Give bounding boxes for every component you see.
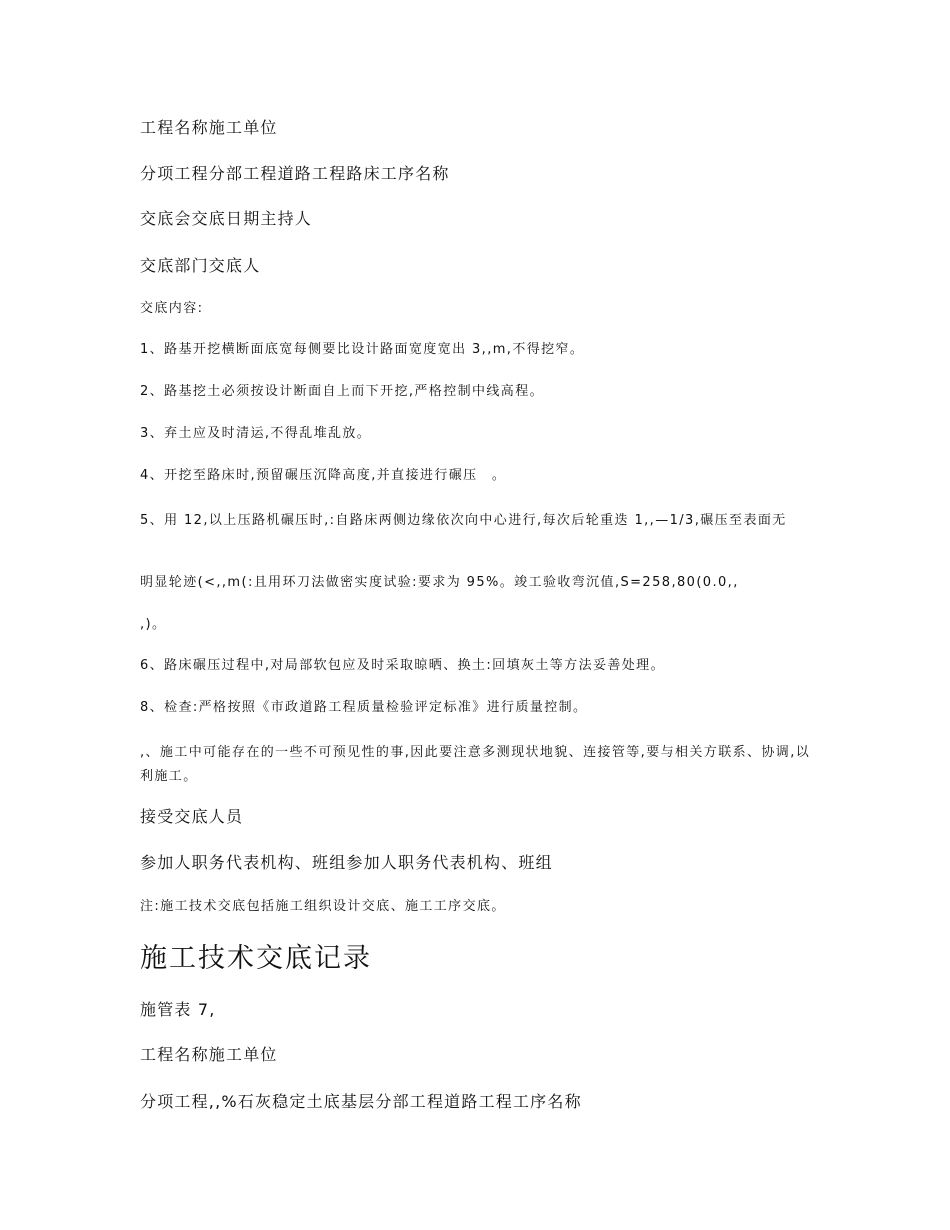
content-item-5-cont: 明显轮迹(<,,m(:且用环刀法做密实度试验:要求为 95%。竣工验收弯沉值,S=258,80(0.0,, xyxy=(140,575,739,590)
content-item-5: 5、用 12,以上压路机碾压时,:自路床两侧边缘依次向中心进行,每次后轮重迭 1,,—1/3,碾压至表面无 xyxy=(140,513,787,528)
receivers-title: 接受交底人员 xyxy=(140,807,244,826)
receivers-columns: 参加人职务代表机构、班组参加人职务代表机构、班组 xyxy=(140,853,553,872)
department-row: 交底部门交底人 xyxy=(140,256,261,275)
content-item-4: 4、开挖至路床时,预留碾压沉降高度,并直接进行碾压 。 xyxy=(140,468,507,483)
content-item-3: 3、弃土应及时清运,不得乱堆乱放。 xyxy=(140,426,372,441)
content-item-2: 2、路基挖土必须按设计断面自上而下开挖,严格控制中线高程。 xyxy=(140,384,545,399)
meeting-row: 交底会交底日期主持人 xyxy=(140,209,313,228)
content-item-6: 6、路床碾压过程中,对局部软包应及时采取晾晒、换土:回填灰土等方法妥善处理。 xyxy=(140,658,665,673)
section-title: 施工技术交底记录 xyxy=(140,943,372,974)
form-number: 施管表 7, xyxy=(140,1000,216,1019)
footnote: 注:施工技术交底包括施工组织设计交底、施工工序交底。 xyxy=(140,899,506,914)
content-label: 交底内容: xyxy=(140,301,204,316)
content-item-8: 8、检查:严格按照《市政道路工程质量检验评定标准》进行质量控制。 xyxy=(140,700,588,715)
content-item-5-end: ,)。 xyxy=(140,617,167,632)
section2-project-unit-row: 工程名称施工单位 xyxy=(140,1045,278,1064)
project-unit-row: 工程名称施工单位 xyxy=(140,118,278,137)
subitem-row: 分项工程分部工程道路工程路床工序名称 xyxy=(140,164,450,183)
content-item-1: 1、路基开挖横断面底宽每侧要比设计路面宽度宽出 3,,m,不得挖窄。 xyxy=(140,342,585,357)
section2-subitem-row: 分项工程,,%石灰稳定土底基层分部工程道路工程工序名称 xyxy=(140,1092,582,1111)
content-item-9: ,、施工中可能存在的一些不可预见性的事,因此要注意多测现状地貌、连接管等,要与相关方联系、协调,以利施工。 xyxy=(140,745,811,784)
